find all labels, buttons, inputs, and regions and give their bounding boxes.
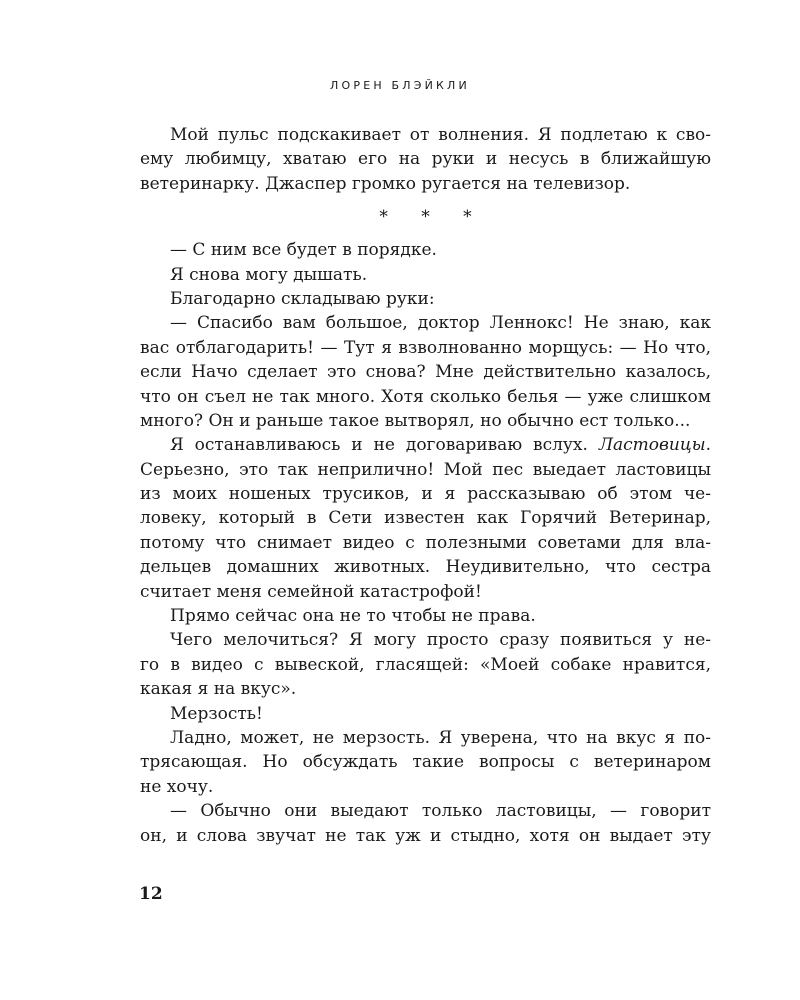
paragraph-line: потому что снимает видео с полезными советами для вла-: [140, 532, 711, 553]
paragraph-line: Мерзость!: [170, 703, 263, 724]
paragraph-line: если Начо сделает это снова? Мне действительно казалось,: [140, 362, 711, 383]
paragraph-line: Благодарно складываю руки:: [170, 288, 435, 309]
text-run: .: [705, 435, 711, 456]
paragraph-line: — Обычно они выедают только ластовицы, — говорит: [170, 801, 711, 822]
paragraph-line: Мой пульс подскакивает от волнения. Я подлетаю к сво-: [170, 125, 711, 145]
paragraph-line: ему любимцу, хватаю его на руки и несусь в ближайшую: [140, 149, 711, 170]
paragraph-line: Чего мелочиться? Я могу просто сразу появиться у не-: [170, 630, 711, 651]
paragraph-line: Прямо сейчас она не то чтобы не права.: [170, 606, 536, 627]
paragraph-line: вас отблагодарить! — Тут я взволнованно морщусь: — Но что,: [140, 337, 711, 358]
page-number: 12: [139, 884, 163, 904]
paragraph-line: много? Он и раньше такое вытворял, но обычно ест только...: [140, 410, 691, 431]
paragraph-line: из моих ношеных трусиков, и я рассказываю об этом че-: [140, 484, 711, 505]
paragraph-line: считает меня семейной катастрофой!: [140, 581, 482, 602]
paragraph-line: Я снова могу дышать.: [170, 264, 368, 285]
paragraph-line: ловеку, который в Сети известен как Горячий Ветеринар,: [140, 508, 711, 529]
paragraph-line: го в видео с вывеской, гласящей: «Моей собаке нравится,: [140, 654, 711, 675]
emphasis-word: Ластовицы: [598, 435, 706, 456]
paragraph-line: какая я на вкус».: [140, 679, 297, 700]
running-head: ЛОРЕН БЛЭЙКЛИ: [330, 79, 470, 92]
paragraph-line: трясающая. Но обсуждать такие вопросы с ветеринаром: [140, 752, 711, 773]
body-text: [140, 123, 711, 848]
paragraph-line: Серьезно, это так неприлично! Мой пес выедает ластовицы: [140, 459, 711, 480]
paragraph-line: Ладно, может, не мерзость. Я уверена, что на вкус я по-: [170, 727, 711, 748]
paragraph-line: ветеринарку. Джаспер громко ругается на телевизор.: [140, 173, 631, 194]
paragraph-line: не хочу.: [140, 776, 214, 797]
paragraph-line: он, и слова звучат не так уж и стыдно, хотя он выдает эту: [140, 825, 711, 846]
paragraph-line: что он съел не так много. Хотя сколько белья — уже слишком: [140, 386, 711, 407]
paragraph-line: — С ним все будет в порядке.: [170, 240, 437, 261]
paragraph-line: — Спасибо вам большое, доктор Леннокс! Не знаю, как: [170, 313, 711, 334]
paragraph-line: дельцев домашних животных. Неудивительно, что сестра: [140, 557, 711, 578]
paragraph-line: [140, 433, 711, 457]
text-run: Я останавливаюсь и не договариваю вслух.: [170, 435, 588, 456]
section-separator: * * *: [379, 207, 486, 228]
